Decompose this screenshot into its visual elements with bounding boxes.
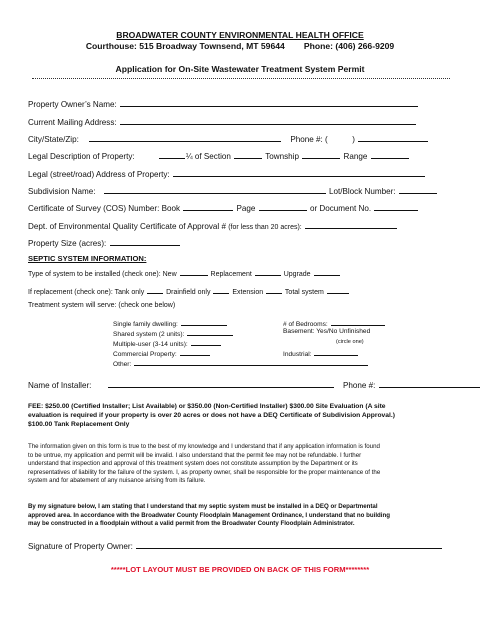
other-field[interactable] — [134, 358, 368, 366]
mailing-address-row — [28, 117, 417, 127]
basement-options[interactable]: Basement: Yes/No Unfinished — [283, 328, 371, 335]
dotted-divider — [32, 78, 450, 79]
range-label: Range — [343, 152, 368, 161]
subdivision-row — [28, 186, 438, 196]
single-family-field[interactable] — [181, 318, 227, 326]
quarter-section-label: ¼ of Section — [185, 152, 231, 161]
notice-line: By my signature below, I am stating that I understand that my septic system must be installed in a DEQ or Departmental — [28, 503, 378, 510]
legal-description-label: Legal Description of Property: — [28, 152, 135, 161]
mailing-address-label: Current Mailing Address: — [28, 118, 117, 127]
city-state-zip-row — [28, 134, 429, 144]
installer-phone-field[interactable] — [379, 380, 480, 388]
bedrooms-row — [283, 318, 386, 328]
deq-certificate-note: (for less than 20 acres): — [228, 224, 302, 231]
office-address: Courthouse: 515 Broadway Townsend, MT 59644 — [85, 41, 285, 51]
owner-name-label: Property Owner’s Name: — [28, 100, 117, 109]
single-family-label: Single family dwelling: — [113, 321, 178, 328]
total-system-label: Total system — [284, 289, 324, 296]
industrial-field[interactable] — [314, 348, 358, 356]
fee-line: $100.00 Tank Replacement Only — [28, 421, 130, 428]
phone-label: Phone #: ( — [290, 135, 328, 144]
shared-system-row — [113, 328, 234, 338]
extension-label: Extension — [232, 289, 264, 296]
mailing-address-field[interactable] — [120, 117, 416, 125]
signature-row — [28, 541, 443, 551]
deq-certificate-field[interactable] — [305, 221, 397, 229]
installer-row — [28, 380, 480, 390]
cos-page-label: Page — [236, 204, 256, 213]
industrial-row — [283, 348, 359, 358]
multiple-user-field[interactable] — [191, 338, 221, 346]
deq-certificate-row — [28, 221, 398, 231]
document-number-field[interactable] — [374, 203, 418, 211]
industrial-label: Industrial: — [283, 351, 312, 358]
new-system-field[interactable] — [180, 268, 208, 276]
quarter-field[interactable] — [159, 151, 185, 159]
cos-book-label: Certificate of Survey (COS) Number: Book — [28, 204, 181, 213]
upgrade-field[interactable] — [314, 268, 340, 276]
signature-field[interactable] — [136, 541, 442, 549]
owner-name-field[interactable] — [120, 99, 418, 107]
property-size-field[interactable] — [110, 238, 180, 246]
legal-address-label: Legal (street/road) Address of Property: — [28, 170, 170, 179]
city-state-zip-label: City/State/Zip: — [28, 135, 79, 144]
truth-statement — [28, 443, 456, 486]
statement-line: to be untrue, my application and permit will be invalid. I also understand that the permit fee may not be refundable. I further — [28, 451, 362, 459]
extension-field[interactable] — [266, 286, 282, 294]
fee-line: FEE: $250.00 (Certified Installer; List Available) or $350.00 (Non-Certified Installer) $300.00 Site Evaluation (A site — [28, 403, 386, 410]
lot-block-label: Lot/Block Number: — [328, 187, 396, 196]
replacement-label: Replacement — [210, 271, 252, 278]
property-size-label: Property Size (acres): — [28, 239, 107, 248]
cos-page-field[interactable] — [259, 203, 307, 211]
installer-name-label: Name of Installer: — [28, 381, 92, 390]
notice-line: approved area. In accordance with the Broadwater County Floodplain Management Ordinance, I understand that no building — [28, 511, 391, 519]
single-family-row — [113, 318, 228, 328]
other-label: Other: — [113, 361, 132, 368]
signature-notice — [28, 503, 456, 529]
notice-line: may be constructed in a floodplain without a valid permit from the Broadwater County Floodplain Administrator. — [28, 520, 355, 528]
owner-name-row — [28, 99, 419, 109]
township-label: Township — [265, 152, 299, 161]
tank-only-label: If replacement (check one): Tank only — [28, 289, 145, 296]
shared-system-field[interactable] — [187, 328, 233, 336]
commercial-row — [113, 348, 211, 358]
township-field[interactable] — [302, 151, 340, 159]
upgrade-label: Upgrade — [283, 271, 311, 278]
septic-section-heading: SEPTIC SYSTEM INFORMATION: — [28, 254, 147, 263]
section-field[interactable] — [234, 151, 262, 159]
total-system-field[interactable] — [327, 286, 349, 294]
lot-layout-notice: *****LOT LAYOUT MUST BE PROVIDED ON BACK OF THIS FORM******** — [110, 565, 370, 574]
legal-address-row — [28, 169, 426, 179]
document-number-label: or Document No. — [309, 204, 372, 213]
signature-label: Signature of Property Owner: — [28, 542, 133, 551]
multiple-user-label: Multiple-user (3-14 units): — [113, 341, 188, 348]
range-field[interactable] — [371, 151, 409, 159]
lot-block-field[interactable] — [399, 186, 437, 194]
statement-line: The information given on this form is true to the best of my knowledge and I understand that if any application information is found — [28, 443, 380, 450]
office-name: BROADWATER COUNTY ENVIRONMENTAL HEALTH OFFICE — [116, 30, 364, 40]
property-size-row — [28, 238, 181, 248]
drainfield-label: Drainfield only — [166, 289, 211, 296]
statement-line: system and for abatement of any nuisance arising from its failure. — [28, 477, 206, 485]
cos-book-field[interactable] — [183, 203, 233, 211]
tank-only-field[interactable] — [147, 286, 163, 294]
circle-one-note: (circle one) — [336, 339, 364, 345]
installer-phone-label: Phone #: — [342, 381, 376, 390]
phone-close-paren: ) — [352, 135, 355, 144]
cos-row — [28, 203, 419, 213]
fee-info — [28, 402, 456, 429]
installer-name-field[interactable] — [108, 380, 334, 388]
system-type-row — [28, 268, 341, 278]
subdivision-field[interactable] — [104, 186, 326, 194]
bedrooms-label: # of Bedrooms: — [283, 321, 328, 328]
deq-certificate-label: Dept. of Environmental Quality Certificate of Approval # — [28, 222, 226, 231]
other-row — [113, 358, 369, 368]
multiple-user-row — [113, 338, 222, 348]
serve-label: Treatment system will serve: (check one below) — [28, 302, 176, 309]
system-type-label: Type of system to be installed (check one): New — [28, 271, 177, 278]
office-phone: Phone: (406) 266-9209 — [303, 41, 395, 51]
legal-address-field[interactable] — [173, 169, 425, 177]
replacement-type-row — [28, 286, 350, 296]
statement-line: understand that inspection and approval of this treatment system does not constitute assumption by the Department or its — [28, 460, 358, 468]
bedrooms-field[interactable] — [331, 318, 385, 326]
shared-system-label: Shared system (2 units): — [113, 331, 185, 338]
phone-number-field[interactable] — [358, 134, 428, 142]
fee-line: evaluation is required if your property is over 20 acres or does not have a DEQ Certificate of Subdivision Approval.) — [28, 412, 395, 419]
statement-line: representatives of liability for the failure of the system. I, as property owner, shall be responsible for the proper maintenance of the — [28, 468, 381, 476]
city-state-zip-field[interactable] — [89, 134, 281, 142]
legal-description-row — [28, 151, 410, 161]
office-contact-line — [0, 41, 480, 51]
commercial-label: Commercial Property: — [113, 351, 177, 358]
form-title: Application for On-Site Wastewater Treatment System Permit — [115, 64, 365, 74]
commercial-field[interactable] — [180, 348, 210, 356]
subdivision-label: Subdivision Name: — [28, 187, 96, 196]
replacement-field[interactable] — [255, 268, 281, 276]
drainfield-field[interactable] — [213, 286, 229, 294]
